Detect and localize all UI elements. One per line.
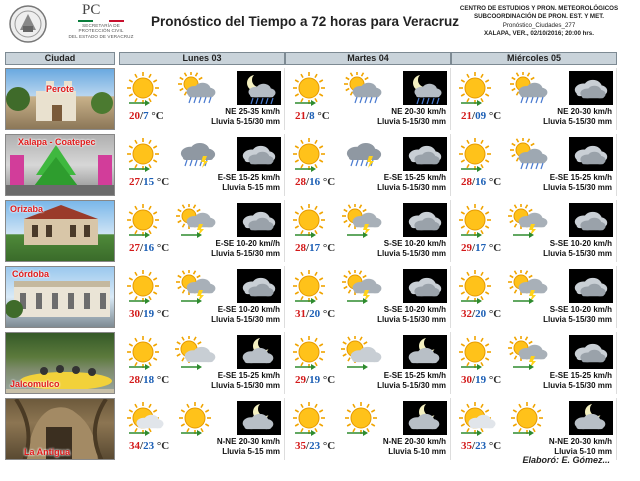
temperature: 21/09 °C bbox=[461, 110, 502, 122]
sun-storm-icon bbox=[341, 204, 383, 238]
city-name: Orizaba bbox=[10, 204, 44, 214]
sun-icon bbox=[455, 204, 497, 238]
rain-forecast: Lluvia 5-15/30 mm bbox=[543, 315, 612, 324]
min-temp: 20 bbox=[475, 308, 487, 320]
night-cloud-icon bbox=[403, 269, 447, 303]
column-header-city: Ciudad bbox=[5, 52, 115, 65]
wind-forecast: E-SE 15-25 km/h bbox=[383, 371, 446, 380]
rain-forecast: Lluvia 5-15/30 mm bbox=[377, 381, 446, 390]
table-row bbox=[5, 200, 635, 262]
city-photo bbox=[5, 398, 115, 460]
night-moon-icon bbox=[237, 335, 281, 369]
rain-forecast: Lluvia 5-10 mm bbox=[554, 447, 612, 456]
forecast-cell bbox=[451, 68, 617, 130]
temperature: 20/7 °C bbox=[129, 110, 164, 122]
sun-icon bbox=[289, 270, 331, 304]
city-name: Córdoba bbox=[12, 269, 49, 279]
temperature: 31/20 °C bbox=[295, 308, 336, 320]
sun-icon bbox=[289, 402, 331, 436]
wind-forecast: NE 20-30 km/h bbox=[391, 107, 446, 116]
max-temp: 31 bbox=[295, 308, 306, 320]
wind-forecast: S-SE 10-20 km/h bbox=[383, 305, 446, 314]
max-temp: 21 bbox=[461, 110, 472, 122]
min-temp: 23 bbox=[309, 440, 321, 452]
temperature: 27/15 °C bbox=[129, 176, 170, 188]
sun-rain-icon bbox=[341, 72, 383, 106]
forecast-cell bbox=[451, 200, 617, 262]
sun-icon bbox=[455, 270, 497, 304]
city-photo bbox=[5, 332, 115, 394]
min-temp: 09 bbox=[475, 110, 487, 122]
sun-icon bbox=[123, 270, 165, 304]
temp-unit: °C bbox=[322, 176, 336, 188]
forecast-cell bbox=[119, 134, 285, 196]
sun-storm-icon bbox=[175, 204, 217, 238]
night-cloud-icon bbox=[403, 203, 447, 237]
rain-forecast: Lluvia 5-15 mm bbox=[222, 447, 280, 456]
min-temp: 16 bbox=[309, 176, 321, 188]
wind-forecast: E-SE 15-25 km/h bbox=[549, 173, 612, 182]
night-cloud-icon bbox=[569, 269, 613, 303]
wind-forecast: E-SE 15-25 km/h bbox=[217, 173, 280, 182]
rain-forecast: Lluvia 5-15/30 mm bbox=[543, 183, 612, 192]
max-temp: 28 bbox=[461, 176, 472, 188]
temperature: 27/16 °C bbox=[129, 242, 170, 254]
sun-icon bbox=[123, 72, 165, 106]
sun-icon bbox=[175, 402, 217, 436]
min-temp: 19 bbox=[143, 308, 155, 320]
night-cloud-icon bbox=[403, 137, 447, 171]
night-cloud-icon bbox=[569, 203, 613, 237]
rain-forecast: Lluvia 5-15/30 mm bbox=[211, 117, 280, 126]
page-title: Pronóstico del Tiempo a 72 horas para Veracruz bbox=[150, 14, 460, 29]
city-name: Jalcomulco bbox=[10, 379, 60, 389]
sun-icon bbox=[289, 336, 331, 370]
rain-forecast: Lluvia 5-15/30 mm bbox=[377, 117, 446, 126]
temp-unit: °C bbox=[156, 374, 170, 386]
rain-forecast: Lluvia 5-15/30 mm bbox=[377, 183, 446, 192]
city-name: Perote bbox=[46, 84, 75, 94]
wind-forecast: S-SE 10-20 km/h bbox=[549, 305, 612, 314]
max-temp: 34 bbox=[129, 440, 140, 452]
wind-forecast: S-SE 10-20 km/h bbox=[549, 239, 612, 248]
sun-icon bbox=[455, 72, 497, 106]
temperature: 35/23 °C bbox=[295, 440, 336, 452]
forecast-cell bbox=[285, 266, 451, 328]
max-temp: 30 bbox=[129, 308, 140, 320]
temp-unit: °C bbox=[151, 110, 164, 122]
rain-forecast: Lluvia 5-15/30 mm bbox=[543, 381, 612, 390]
sun-icon bbox=[123, 336, 165, 370]
night-moon-rain-icon bbox=[237, 71, 281, 105]
wind-forecast: S-SE 10-20 km/h bbox=[383, 239, 446, 248]
temp-unit: °C bbox=[317, 110, 330, 122]
forecast-cell bbox=[285, 134, 451, 196]
temp-unit: °C bbox=[322, 308, 336, 320]
sun-icon bbox=[455, 336, 497, 370]
wind-forecast: E-SE 10-20 km//h bbox=[215, 239, 280, 248]
column-header-day1: Lunes 03 bbox=[119, 52, 285, 65]
sun-storm-icon bbox=[175, 270, 217, 304]
table-row bbox=[5, 266, 635, 328]
signature: Elaboró: E. Gómez... bbox=[522, 455, 610, 465]
temp-unit: °C bbox=[156, 308, 170, 320]
temperature: 30/19 °C bbox=[129, 308, 170, 320]
issuer-info: CENTRO DE ESTUDIOS Y PRON. METEOROLÓGICOS SUBCOORDINACIÓN DE PRON. EST. Y MET. Pronóstico_Ciudades_277 XALAPA, VER., 02/10/2016; 20:00 hrs. bbox=[459, 5, 619, 38]
temperature: 28/17 °C bbox=[295, 242, 336, 254]
max-temp: 30 bbox=[461, 374, 472, 386]
sun-storm-icon bbox=[507, 336, 549, 370]
forecast-cell bbox=[285, 68, 451, 130]
storm-icon bbox=[341, 138, 383, 172]
sun-storm-icon bbox=[507, 204, 549, 238]
night-cloud-icon bbox=[569, 71, 613, 105]
night-moon-icon bbox=[237, 401, 281, 435]
sun-icon bbox=[507, 402, 549, 436]
sun-icon bbox=[455, 138, 497, 172]
wind-forecast: E-SE 15-25 km/h bbox=[549, 371, 612, 380]
temp-unit: °C bbox=[156, 242, 170, 254]
temperature: 28/16 °C bbox=[461, 176, 502, 188]
rain-forecast: Lluvia 5-10 mm bbox=[388, 447, 446, 456]
sun-icon bbox=[289, 138, 331, 172]
table-row bbox=[5, 332, 635, 394]
temp-unit: °C bbox=[156, 176, 170, 188]
city-name: La Antigua bbox=[24, 447, 71, 457]
night-cloud-icon bbox=[237, 137, 281, 171]
sun-icon bbox=[341, 402, 383, 436]
org-name: SECRETARÍA DE PROTECCIÓN CIVIL DEL ESTADO DE VERACRUZ bbox=[68, 23, 134, 39]
sun-storm-icon bbox=[507, 270, 549, 304]
rain-forecast: Lluvia 5-15 mm bbox=[222, 183, 280, 192]
forecast-cell bbox=[285, 332, 451, 394]
city-photo bbox=[5, 200, 115, 262]
wind-forecast: N-NE 20-30 km/h bbox=[548, 437, 612, 446]
rain-forecast: Lluvia 5-15/30 mm bbox=[211, 381, 280, 390]
max-temp: 28 bbox=[129, 374, 140, 386]
cloud-icon bbox=[341, 336, 383, 370]
wind-forecast: N-NE 20-30 km/h bbox=[382, 437, 446, 446]
max-temp: 27 bbox=[129, 176, 140, 188]
city-photo bbox=[5, 266, 115, 328]
temperature: 34/23 °C bbox=[129, 440, 170, 452]
rain-forecast: Lluvia 5-15/30 mm bbox=[211, 249, 280, 258]
rain-forecast: Lluvia 5-15/30 mm bbox=[377, 249, 446, 258]
state-seal-icon bbox=[8, 4, 48, 44]
min-temp: 17 bbox=[475, 242, 487, 254]
min-temp: 18 bbox=[143, 374, 155, 386]
logo-text: PC bbox=[82, 2, 101, 18]
max-temp: 20 bbox=[129, 110, 140, 122]
table-row bbox=[5, 134, 635, 196]
temperature: 28/16 °C bbox=[295, 176, 336, 188]
night-moon-icon bbox=[403, 401, 447, 435]
min-temp: 23 bbox=[475, 440, 487, 452]
temperature: 29/17 °C bbox=[461, 242, 502, 254]
temperature: 29/19 °C bbox=[295, 374, 336, 386]
max-temp: 29 bbox=[461, 242, 472, 254]
min-temp: 23 bbox=[143, 440, 155, 452]
max-temp: 35 bbox=[461, 440, 472, 452]
max-temp: 28 bbox=[295, 176, 306, 188]
column-header-day2: Martes 04 bbox=[285, 52, 451, 65]
night-moon-rain-icon bbox=[403, 71, 447, 105]
rain-forecast: Lluvia 5-15/30 mm bbox=[211, 315, 280, 324]
max-temp: 28 bbox=[295, 242, 306, 254]
temperature: 35/23 °C bbox=[461, 440, 502, 452]
sun-rain-icon bbox=[507, 72, 549, 106]
sun-rain-icon bbox=[175, 72, 217, 106]
wind-forecast: E-SE 15-25 km/h bbox=[383, 173, 446, 182]
rain-forecast: Lluvia 5-15/30 mm bbox=[543, 249, 612, 258]
max-temp: 35 bbox=[295, 440, 306, 452]
wind-forecast: NE 25-35 km/h bbox=[225, 107, 280, 116]
sun-icon bbox=[289, 72, 331, 106]
wind-forecast: E-SE 15-25 km/h bbox=[217, 371, 280, 380]
temp-unit: °C bbox=[488, 110, 502, 122]
forecast-cell bbox=[451, 332, 617, 394]
temperature: 32/20 °C bbox=[461, 308, 502, 320]
forecast-cell bbox=[285, 200, 451, 262]
night-moon-icon bbox=[569, 401, 613, 435]
temp-unit: °C bbox=[322, 242, 336, 254]
forecast-cell bbox=[119, 200, 285, 262]
night-cloud-icon bbox=[237, 269, 281, 303]
wind-forecast: N-NE 20-30 km/h bbox=[216, 437, 280, 446]
sun-icon bbox=[123, 204, 165, 238]
min-temp: 16 bbox=[475, 176, 487, 188]
city-photo bbox=[5, 68, 115, 130]
forecast-cell bbox=[119, 68, 285, 130]
cloud-icon bbox=[175, 336, 217, 370]
sun-icon bbox=[123, 138, 165, 172]
max-temp: 29 bbox=[295, 374, 306, 386]
forecast-cell bbox=[451, 398, 617, 460]
min-temp: 15 bbox=[143, 176, 155, 188]
page-header bbox=[0, 0, 640, 48]
min-temp: 19 bbox=[475, 374, 487, 386]
min-temp: 8 bbox=[309, 110, 315, 122]
temp-unit: °C bbox=[322, 440, 336, 452]
temp-unit: °C bbox=[488, 176, 502, 188]
table-row bbox=[5, 398, 635, 460]
temp-unit: °C bbox=[488, 440, 502, 452]
night-cloud-icon bbox=[569, 137, 613, 171]
forecast-cell bbox=[451, 134, 617, 196]
temperature: 21/8 °C bbox=[295, 110, 330, 122]
max-temp: 32 bbox=[461, 308, 472, 320]
min-temp: 19 bbox=[309, 374, 321, 386]
wind-forecast: NE 20-30 km/h bbox=[557, 107, 612, 116]
temperature: 30/19 °C bbox=[461, 374, 502, 386]
temp-unit: °C bbox=[156, 440, 170, 452]
temp-unit: °C bbox=[488, 242, 502, 254]
table-row bbox=[5, 68, 635, 130]
city-photo bbox=[5, 134, 115, 196]
temperature: 28/18 °C bbox=[129, 374, 170, 386]
night-cloud-icon bbox=[569, 335, 613, 369]
temp-unit: °C bbox=[322, 374, 336, 386]
civil-protection-logo bbox=[56, 2, 146, 46]
wind-forecast: E-SE 10-20 km/h bbox=[217, 305, 280, 314]
night-moon-icon bbox=[403, 335, 447, 369]
temp-unit: °C bbox=[488, 308, 502, 320]
max-temp: 21 bbox=[295, 110, 306, 122]
forecast-cell bbox=[119, 332, 285, 394]
sun-cloud-icon bbox=[123, 402, 165, 436]
sun-storm-icon bbox=[341, 270, 383, 304]
min-temp: 20 bbox=[309, 308, 321, 320]
min-temp: 17 bbox=[309, 242, 321, 254]
forecast-cell bbox=[119, 266, 285, 328]
max-temp: 27 bbox=[129, 242, 140, 254]
forecast-cell bbox=[119, 398, 285, 460]
night-cloud-icon bbox=[237, 203, 281, 237]
sun-rain-icon bbox=[507, 138, 549, 172]
flag-stripe-icon bbox=[78, 20, 124, 22]
city-name: Xalapa - Coatepec bbox=[18, 137, 96, 147]
forecast-cell bbox=[451, 266, 617, 328]
rain-forecast: Lluvia 5-15/30 mm bbox=[377, 315, 446, 324]
min-temp: 16 bbox=[143, 242, 155, 254]
rain-forecast: Lluvia 5-15/30 mm bbox=[543, 117, 612, 126]
min-temp: 7 bbox=[143, 110, 149, 122]
column-header-day3: Miércoles 05 bbox=[451, 52, 617, 65]
temp-unit: °C bbox=[488, 374, 502, 386]
forecast-cell bbox=[285, 398, 451, 460]
storm-icon bbox=[175, 138, 217, 172]
sun-cloud-icon bbox=[455, 402, 497, 436]
sun-icon bbox=[289, 204, 331, 238]
